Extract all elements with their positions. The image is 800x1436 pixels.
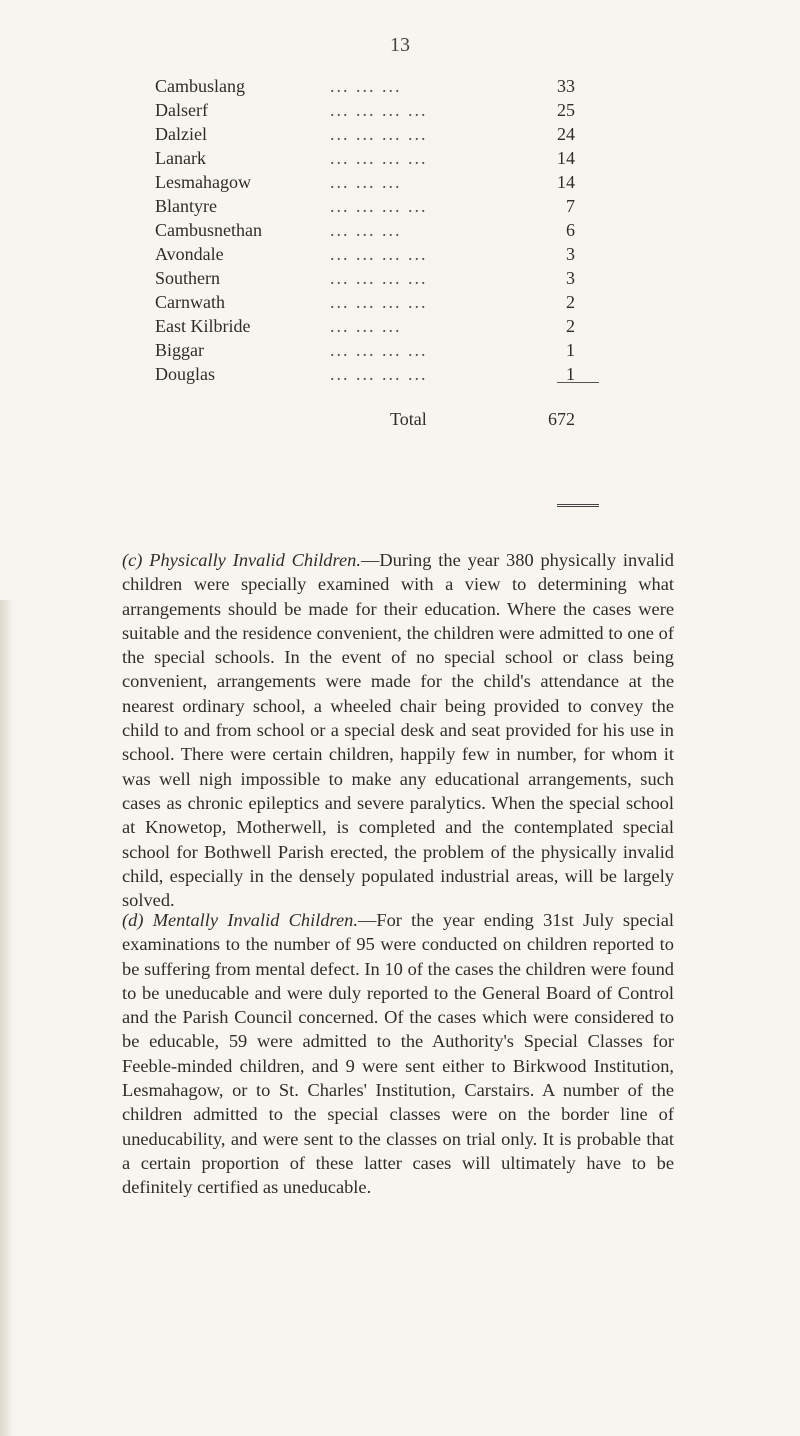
table-row bbox=[155, 242, 575, 266]
table-row bbox=[155, 146, 575, 170]
table-row bbox=[155, 170, 575, 194]
leader-dots: ... ... ... ... bbox=[330, 292, 428, 312]
leader-dots: ... ... ... ... bbox=[330, 124, 428, 144]
leader-dots: ... ... ... bbox=[330, 316, 402, 336]
table-row bbox=[155, 362, 575, 386]
table-row bbox=[155, 290, 575, 314]
district-count: 14 bbox=[557, 172, 575, 192]
leader-dots: ... ... ... ... bbox=[330, 364, 428, 384]
district-count: 24 bbox=[557, 124, 575, 144]
page-number: 13 bbox=[390, 34, 410, 56]
leader-dots: ... ... ... bbox=[330, 76, 402, 96]
district-count: 1 bbox=[566, 340, 575, 360]
table-row bbox=[155, 98, 575, 122]
leader-dots: ... ... ... bbox=[330, 172, 402, 192]
page-edge-shadow bbox=[0, 600, 14, 1436]
district-count: 6 bbox=[566, 220, 575, 240]
district-name: Cambuslang bbox=[155, 76, 245, 96]
district-name: Biggar bbox=[155, 340, 204, 360]
district-count: 25 bbox=[557, 100, 575, 120]
leader-dots: ... ... ... ... bbox=[330, 100, 428, 120]
section-c-heading: (c) Physically Invalid Children. bbox=[122, 550, 361, 570]
table-row bbox=[155, 338, 575, 362]
leader-dots: ... ... ... ... bbox=[330, 340, 428, 360]
section-d-paragraph bbox=[122, 908, 674, 1200]
table-row bbox=[155, 122, 575, 146]
district-count: 2 bbox=[566, 292, 575, 312]
table-row bbox=[155, 314, 575, 338]
total-value: 672 bbox=[548, 409, 575, 429]
district-name: East Kilbride bbox=[155, 316, 251, 336]
district-name: Lesmahagow bbox=[155, 172, 251, 192]
district-name: Avondale bbox=[155, 244, 224, 264]
district-count: 3 bbox=[566, 268, 575, 288]
leader-dots: ... ... ... ... bbox=[330, 244, 428, 264]
district-name: Cambusnethan bbox=[155, 220, 262, 240]
district-name: Carnwath bbox=[155, 292, 225, 312]
leader-dots: ... ... ... ... bbox=[330, 268, 428, 288]
total-rule-bottom bbox=[557, 504, 599, 507]
leader-dots: ... ... ... ... bbox=[330, 148, 428, 168]
district-name: Southern bbox=[155, 268, 220, 288]
district-name: Lanark bbox=[155, 148, 206, 168]
district-name: Dalziel bbox=[155, 124, 207, 144]
district-count: 14 bbox=[557, 148, 575, 168]
total-rule-top bbox=[557, 382, 599, 383]
section-c-text: —During the year 380 physically invalid children were specially examined with a view to determining what arrangements should be made for their education. Where the cases were suitable and the residence convenient, the children were admitted to one of the special schools. In the event of no special school or class being convenient, arrangements were made for the child's attendance at the nearest ordinary school, a wheeled chair being provided to convey the child to and from school or a special desk and seat provided for his use in school. There were certain children, happily few in number, for whom it was well nigh impossible to make any educational arrangements, such cases as chronic epileptics and severe paralytics. When the special school at Knowetop, Motherwell, is completed and the contemplated special school for Bothwell Parish erected, the problem of the physically invalid child, especially in the densely populated industrial areas, will be largely solved. bbox=[122, 550, 674, 911]
district-table bbox=[155, 74, 575, 436]
district-name: Douglas bbox=[155, 364, 215, 384]
total-label: Total bbox=[390, 409, 427, 429]
section-d-text: —For the year ending 31st July special examinations to the number of 95 were conducted on children reported to be suffering from mental defect. In 10 of the cases the children were found to be uneducable and were duly reported to the General Board of Control and the Parish Council concerned. Of the cases which were considered to be educable, 59 were admitted to the Authority's Special Classes for Feeble-minded children, and 9 were sent either to Birkwood Institution, Lesmahagow, or to St. Charles' Institution, Carstairs. A number of the children admitted to the special classes were on the border line of uneducability, and were sent to the classes on trial only. It is probable that a certain proportion of these latter cases will ultimately have to be definitely certified as uneducable. bbox=[122, 910, 674, 1198]
section-c-paragraph bbox=[122, 548, 674, 912]
district-count: 7 bbox=[566, 196, 575, 216]
total-row bbox=[155, 402, 575, 436]
table-row bbox=[155, 194, 575, 218]
district-count: 3 bbox=[566, 244, 575, 264]
section-d-heading: (d) Mentally Invalid Children. bbox=[122, 910, 358, 930]
table-row bbox=[155, 218, 575, 242]
table-row bbox=[155, 266, 575, 290]
district-name: Dalserf bbox=[155, 100, 208, 120]
table-row bbox=[155, 74, 575, 98]
district-count: 1 bbox=[566, 364, 575, 384]
district-name: Blantyre bbox=[155, 196, 217, 216]
leader-dots: ... ... ... bbox=[330, 220, 402, 240]
district-count: 33 bbox=[557, 76, 575, 96]
leader-dots: ... ... ... ... bbox=[330, 196, 428, 216]
district-count: 2 bbox=[566, 316, 575, 336]
